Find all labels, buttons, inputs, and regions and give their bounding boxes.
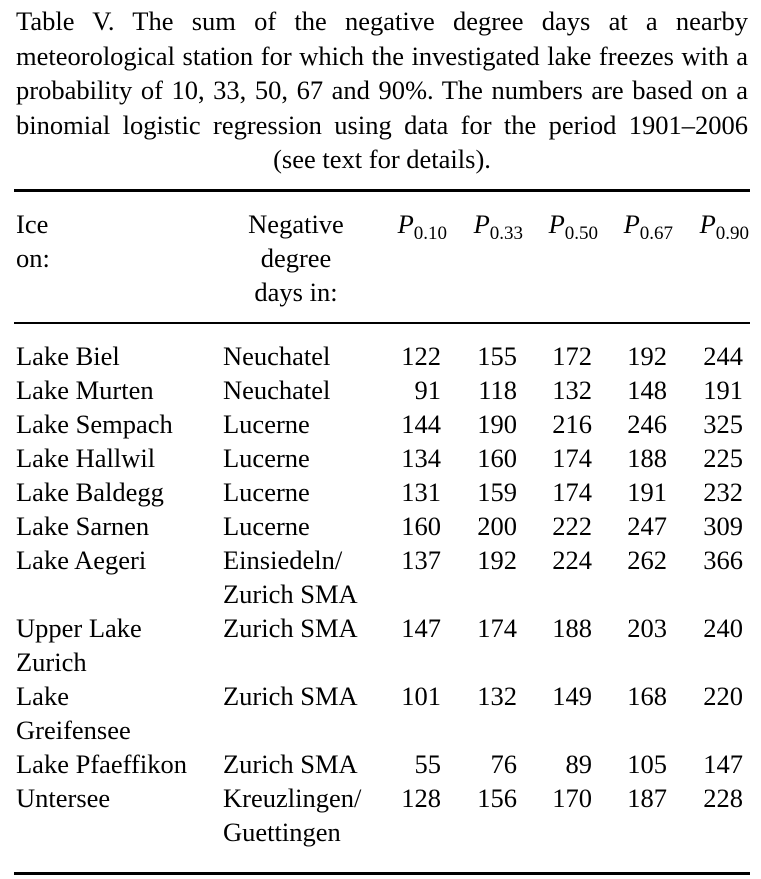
degree-days-value: 128 — [401, 783, 441, 813]
degree-days-value: 118 — [478, 375, 517, 405]
p-symbol: P — [473, 209, 490, 239]
header-ice-on-line: Ice — [16, 209, 49, 239]
degree-days-value: 224 — [552, 545, 592, 575]
degree-days-value: 228 — [703, 783, 743, 813]
table-row — [0, 747, 761, 781]
p-symbol: P — [548, 209, 565, 239]
station-name — [223, 441, 393, 475]
header-rule — [14, 322, 750, 324]
lake-name — [16, 679, 216, 747]
station-name-line: Zurich SMA — [223, 613, 358, 643]
lake-name-line: Upper Lake — [16, 613, 142, 643]
degree-days-value: 105 — [627, 749, 667, 779]
degree-days-value: 240 — [703, 613, 743, 643]
lake-name — [16, 747, 216, 781]
degree-days-value: 246 — [627, 409, 667, 439]
degree-days-value: 156 — [477, 783, 517, 813]
degree-days-value: 190 — [477, 409, 517, 439]
lake-name-line: Lake Pfaeffikon — [16, 749, 187, 779]
station-name — [223, 475, 393, 509]
header-negative-degree-days-line: Negative — [248, 209, 344, 239]
degree-days-value: 149 — [552, 681, 592, 711]
table-row — [0, 679, 761, 747]
degree-days-value: 232 — [703, 477, 743, 507]
degree-days-value: 91 — [414, 375, 441, 405]
degree-days-value: 309 — [703, 511, 743, 541]
degree-days-value: 325 — [703, 409, 743, 439]
degree-days-value: 132 — [552, 375, 592, 405]
p-subscript: 0.67 — [639, 223, 673, 244]
degree-days-value: 55 — [414, 749, 441, 779]
station-name-line: Kreuzlingen/ — [223, 783, 362, 813]
station-name — [223, 373, 393, 407]
degree-days-value: 187 — [627, 783, 667, 813]
station-name — [223, 543, 393, 611]
degree-days-value: 122 — [401, 341, 441, 371]
lake-name — [16, 373, 216, 407]
header-negative-degree-days — [232, 207, 360, 309]
lake-name-line: Untersee — [16, 783, 111, 813]
header-p050 — [528, 207, 598, 251]
table-row — [0, 509, 761, 543]
degree-days-value: 137 — [401, 545, 441, 575]
lake-name — [16, 543, 216, 577]
p-subscript: 0.90 — [715, 223, 749, 244]
header-ice-on — [16, 207, 136, 275]
lake-name-line: Lake Sarnen — [16, 511, 150, 541]
header-p090 — [679, 207, 749, 251]
station-name-line: Zurich SMA — [223, 681, 358, 711]
lake-name-line: Lake Aegeri — [16, 545, 147, 575]
degree-days-value: 144 — [401, 409, 441, 439]
degree-days-value: 147 — [703, 749, 743, 779]
top-rule — [14, 189, 750, 192]
table-row — [0, 781, 761, 849]
degree-days-value: 191 — [627, 477, 667, 507]
degree-days-value: 134 — [401, 443, 441, 473]
lake-name — [16, 509, 216, 543]
header-negative-degree-days-line: degree — [260, 243, 332, 273]
lake-name-line: Lake Biel — [16, 341, 120, 371]
degree-days-value: 203 — [627, 613, 667, 643]
degree-days-value: 147 — [401, 613, 441, 643]
degree-days-value: 174 — [477, 613, 517, 643]
degree-days-value: 155 — [477, 341, 517, 371]
header-ice-on-line: on: — [16, 243, 50, 273]
degree-days-value: 132 — [477, 681, 517, 711]
degree-days-value: 192 — [627, 341, 667, 371]
station-name-line: Lucerne — [223, 477, 310, 507]
degree-days-value: 216 — [552, 409, 592, 439]
station-name-line: Lucerne — [223, 409, 310, 439]
station-name-line: Einsiedeln/ — [223, 545, 343, 575]
degree-days-value: 172 — [552, 341, 592, 371]
table-row — [0, 407, 761, 441]
table-row — [0, 611, 761, 679]
degree-days-value: 160 — [401, 511, 441, 541]
station-name-line: Lucerne — [223, 511, 310, 541]
degree-days-value: 244 — [703, 341, 743, 371]
degree-days-value: 131 — [401, 477, 441, 507]
p-symbol: P — [623, 209, 640, 239]
p-subscript: 0.50 — [564, 223, 598, 244]
degree-days-value: 76 — [490, 749, 517, 779]
table-row — [0, 373, 761, 407]
degree-days-value: 159 — [477, 477, 517, 507]
degree-days-value: 188 — [552, 613, 592, 643]
station-name — [223, 611, 393, 645]
lake-name-line: Zurich — [16, 647, 87, 677]
degree-days-value: 200 — [477, 511, 517, 541]
p-subscript: 0.10 — [413, 223, 447, 244]
degree-days-value: 170 — [552, 783, 592, 813]
station-name — [223, 679, 393, 713]
lake-name-line: Lake Hallwil — [16, 443, 156, 473]
station-name — [223, 781, 393, 849]
station-name-line: Guettingen — [223, 817, 341, 847]
p-symbol: P — [699, 209, 716, 239]
p-subscript: 0.33 — [489, 223, 523, 244]
degree-days-value: 191 — [703, 375, 743, 405]
header-p067 — [603, 207, 673, 251]
degree-days-value: 366 — [703, 545, 743, 575]
station-name — [223, 509, 393, 543]
degree-days-value: 247 — [627, 511, 667, 541]
lake-name — [16, 611, 216, 679]
degree-days-value: 192 — [477, 545, 517, 575]
lake-name-line: Lake — [16, 681, 69, 711]
table-row — [0, 441, 761, 475]
station-name-line: Zurich SMA — [223, 579, 358, 609]
degree-days-value: 101 — [401, 681, 441, 711]
lake-name — [16, 441, 216, 475]
table-row — [0, 339, 761, 373]
degree-days-value: 222 — [552, 511, 592, 541]
header-p033 — [453, 207, 523, 251]
degree-days-value: 168 — [627, 681, 667, 711]
station-name — [223, 339, 393, 373]
header-p010 — [377, 207, 447, 251]
table-row — [0, 543, 761, 611]
station-name-line: Neuchatel — [223, 375, 331, 405]
table-row — [0, 475, 761, 509]
station-name-line: Lucerne — [223, 443, 310, 473]
degree-days-value: 262 — [627, 545, 667, 575]
degree-days-value: 220 — [703, 681, 743, 711]
p-symbol: P — [397, 209, 414, 239]
degree-days-value: 188 — [627, 443, 667, 473]
header-negative-degree-days-line: days in: — [254, 277, 338, 307]
degree-days-value: 89 — [565, 749, 592, 779]
bottom-rule — [14, 872, 750, 875]
lake-name — [16, 781, 216, 815]
lake-name — [16, 475, 216, 509]
station-name-line: Neuchatel — [223, 341, 331, 371]
degree-days-value: 225 — [703, 443, 743, 473]
data-table — [0, 339, 761, 849]
lake-name-line: Lake Murten — [16, 375, 154, 405]
degree-days-value: 148 — [627, 375, 667, 405]
lake-name — [16, 339, 216, 373]
lake-name-line: Lake Baldegg — [16, 477, 164, 507]
table-caption: Table V. The sum of the negative degree days at a nearby meteorological station for which the investigated lake freezes with a probability of 10, 33, 50, 67 and 90%. The numbers are based on a binomial logistic regression using data for the period 1901–2006 (see text for details). — [16, 6, 748, 174]
lake-name — [16, 407, 216, 441]
lake-name-line: Greifensee — [16, 715, 131, 745]
degree-days-value: 160 — [477, 443, 517, 473]
degree-days-value: 174 — [552, 443, 592, 473]
station-name — [223, 407, 393, 441]
station-name-line: Zurich SMA — [223, 749, 358, 779]
degree-days-value: 174 — [552, 477, 592, 507]
station-name — [223, 747, 393, 781]
lake-name-line: Lake Sempach — [16, 409, 173, 439]
